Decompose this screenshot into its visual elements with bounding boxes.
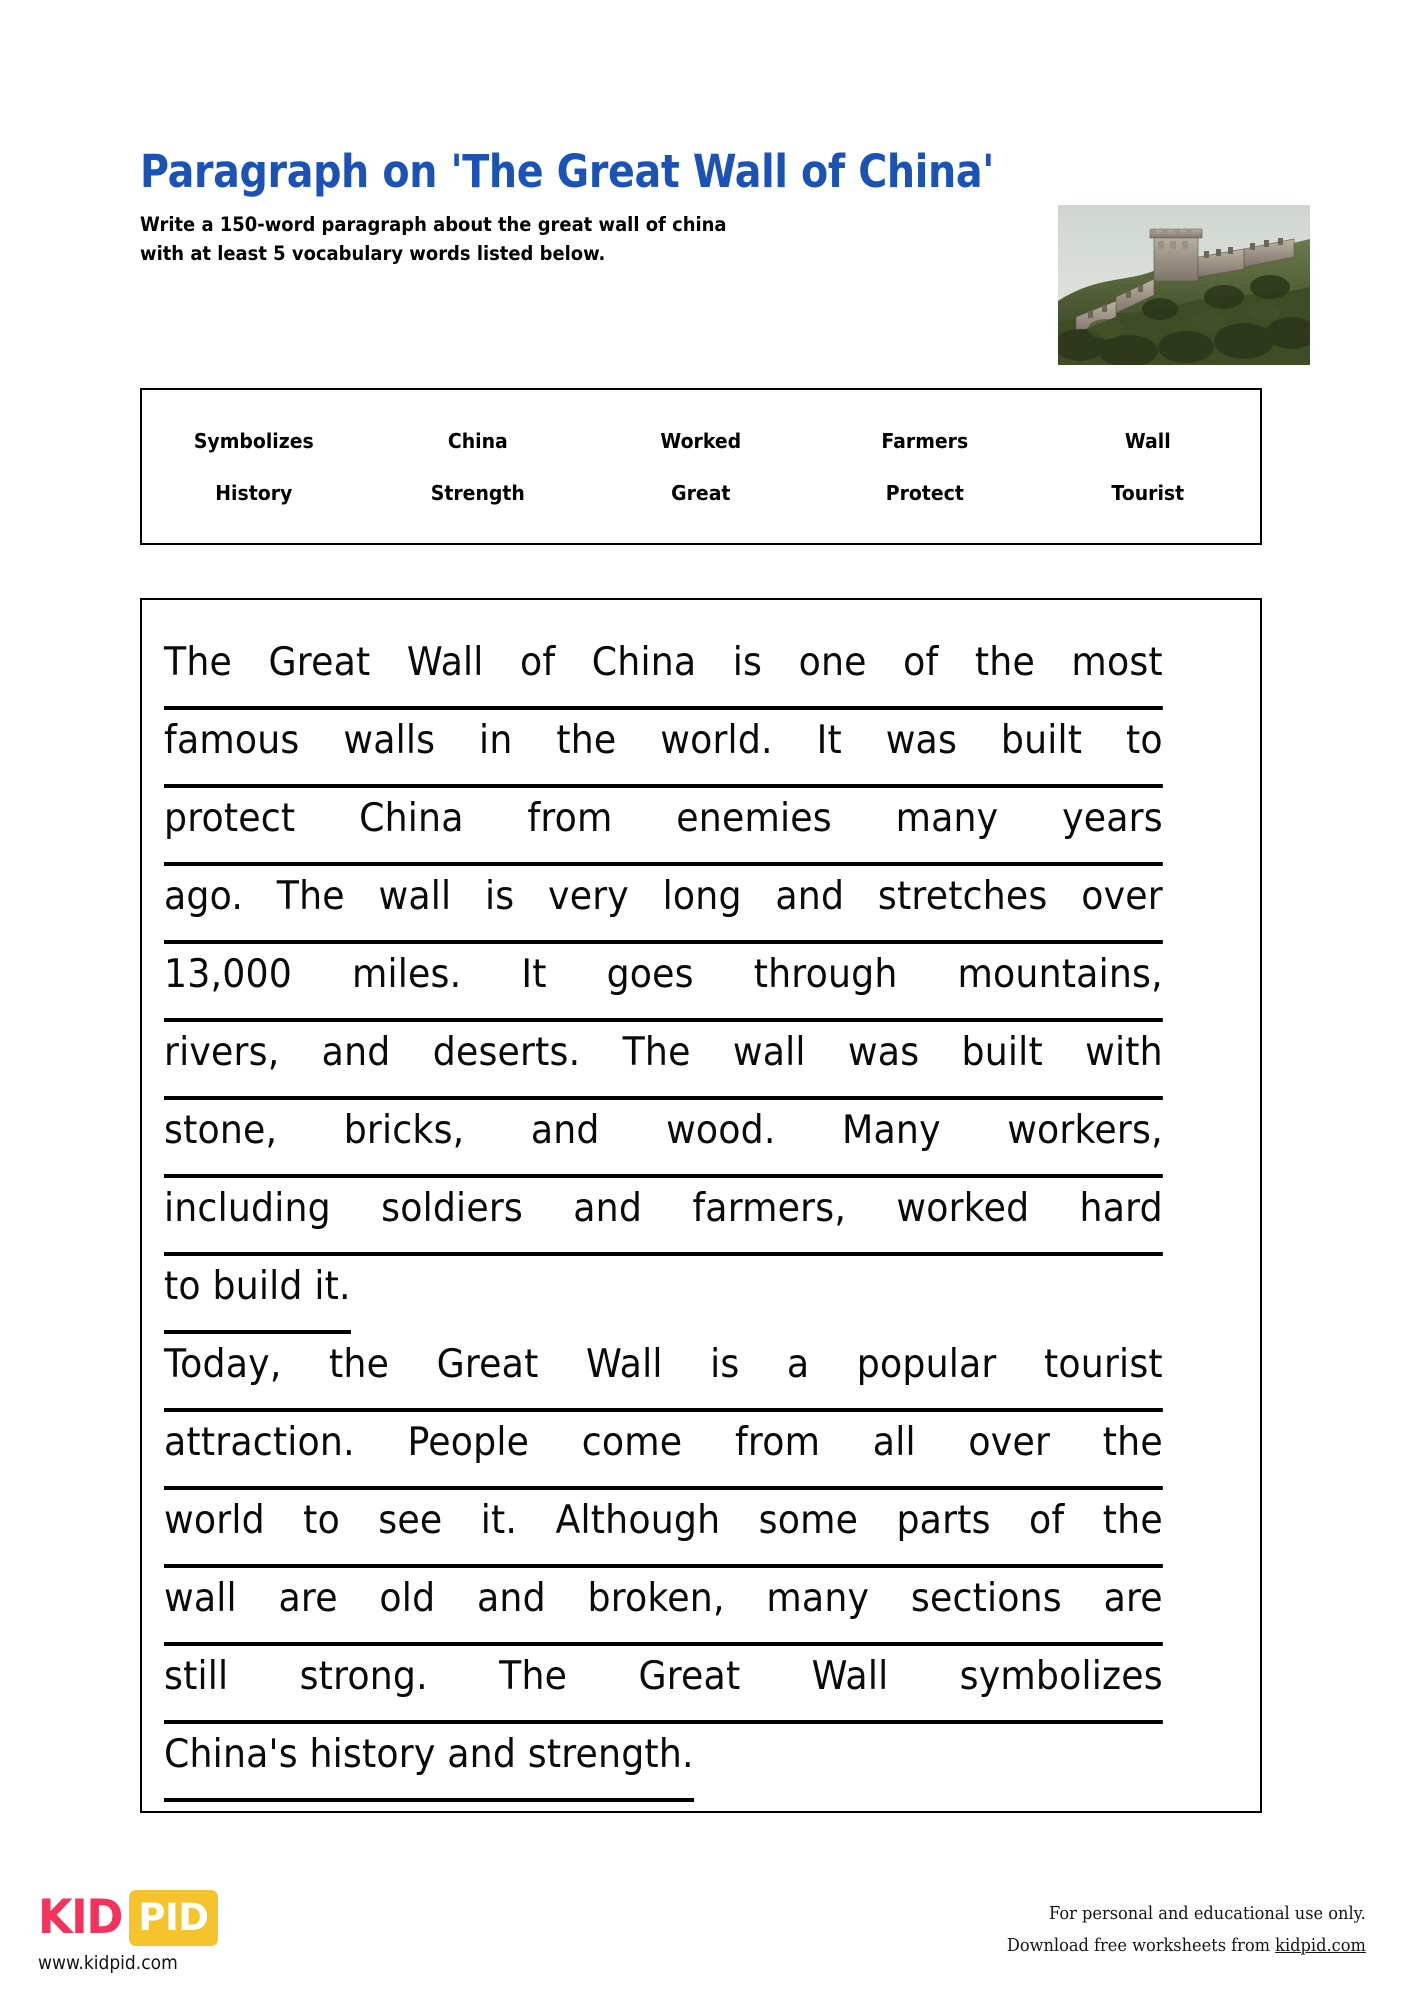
answer-line-text: Today, the Great Wall is a popular tourist <box>164 1326 1163 1412</box>
answer-line <box>164 1326 1163 1404</box>
answer-line-text: protect China from enemies many years <box>164 780 1163 866</box>
answer-line <box>164 780 1163 858</box>
great-wall-photo <box>1058 205 1310 365</box>
kidpid-logo[interactable] <box>38 1890 218 1974</box>
great-wall-illustration <box>1058 205 1310 365</box>
answer-line <box>164 1092 1163 1170</box>
vocabulary-word: China <box>447 428 508 453</box>
logo-pid-text: PID <box>129 1890 217 1946</box>
vocabulary-word: Wall <box>1125 428 1172 453</box>
instructions-line-2: with at least 5 vocabulary words listed below. <box>140 241 606 265</box>
answer-line <box>164 1248 1163 1326</box>
footer-notice-prefix: Download free worksheets from <box>1007 1934 1276 1956</box>
footer-notice-line-2 <box>1007 1930 1366 1962</box>
answer-line-text: stone, bricks, and wood. Many workers, <box>164 1092 1163 1178</box>
vocabulary-word: Great <box>671 480 731 505</box>
answer-line-text: attraction. People come from all over the <box>164 1404 1163 1490</box>
answer-line-text: still strong. The Great Wall symbolizes <box>164 1638 1163 1724</box>
logo-mark <box>38 1890 218 1946</box>
answer-line-text: rivers, and deserts. The wall was built with <box>164 1014 1163 1100</box>
answer-line-text: including soldiers and farmers, worked hard <box>164 1170 1163 1256</box>
answer-writing-area[interactable] <box>140 598 1262 1813</box>
instructions-line-1: Write a 150-word paragraph about the great wall of china <box>140 213 727 237</box>
logo-kid-text: KID <box>38 1890 123 1945</box>
page-footer <box>0 1880 1414 2000</box>
page-title: Paragraph on 'The Great Wall of China' <box>140 145 994 198</box>
vocabulary-word: Farmers <box>881 428 968 453</box>
vocabulary-row-2 <box>142 481 1260 505</box>
footer-notice-line-1: For personal and educational use only. <box>1049 1903 1366 1924</box>
vocabulary-word-bank <box>140 388 1262 545</box>
vocabulary-word: Symbolizes <box>193 428 314 453</box>
vocabulary-word: Protect <box>885 480 964 505</box>
vocabulary-word: Worked <box>660 428 742 453</box>
logo-website-url: www.kidpid.com <box>38 1952 178 1974</box>
answer-line-text: to build it. <box>164 1248 351 1334</box>
answer-line <box>164 1170 1163 1248</box>
answer-line <box>164 1482 1163 1560</box>
answer-line <box>164 1716 1163 1794</box>
worksheet-header <box>140 145 1140 268</box>
answer-line <box>164 1560 1163 1638</box>
instructions <box>140 211 1060 268</box>
answer-line-text: 13,000 miles. It goes through mountains, <box>164 936 1163 1022</box>
answer-line-text: China's history and strength. <box>164 1716 694 1802</box>
vocabulary-word: History <box>215 480 293 505</box>
answer-line <box>164 624 1163 702</box>
answer-line <box>164 936 1163 1014</box>
answer-line-text: ago. The wall is very long and stretches over <box>164 858 1163 944</box>
vocabulary-row-1 <box>142 429 1260 453</box>
answer-line-text: famous walls in the world. It was built to <box>164 702 1163 788</box>
answer-line-text: The Great Wall of China is one of the most <box>164 624 1163 710</box>
vocabulary-word: Strength <box>430 480 525 505</box>
kidpid-link[interactable]: kidpid.com <box>1275 1934 1366 1956</box>
vocabulary-word: Tourist <box>1111 480 1185 505</box>
answer-line <box>164 702 1163 780</box>
answer-line <box>164 858 1163 936</box>
answer-line <box>164 1638 1163 1716</box>
answer-line-text: world to see it. Although some parts of the <box>164 1482 1163 1568</box>
answer-line-text: wall are old and broken, many sections are <box>164 1560 1163 1646</box>
answer-line <box>164 1404 1163 1482</box>
footer-notice <box>1007 1898 1366 1961</box>
answer-line <box>164 1014 1163 1092</box>
